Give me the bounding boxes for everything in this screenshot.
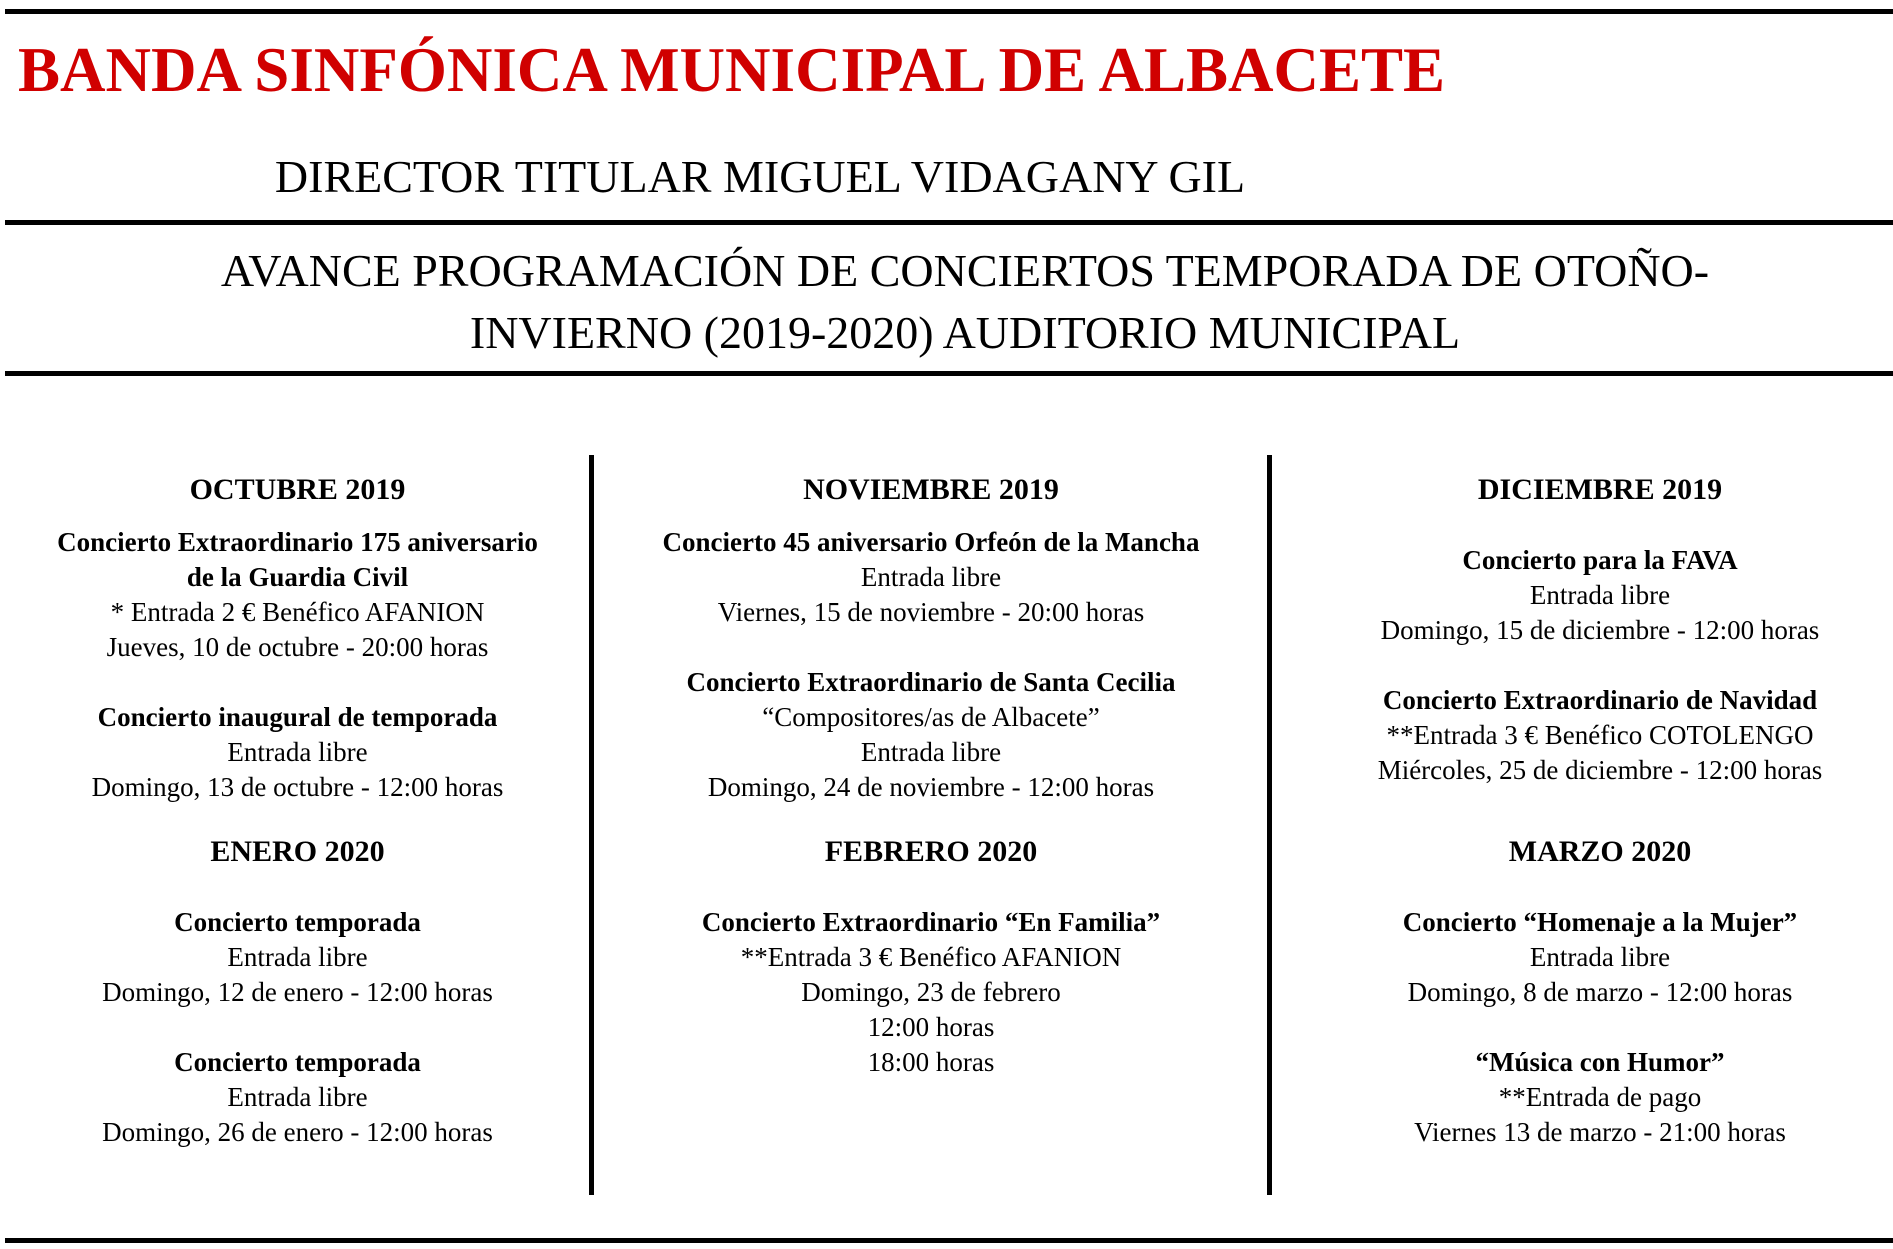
event-detail: “Compositores/as de Albacete” [762,702,1100,732]
event-title: Concierto Extraordinario de Navidad [1382,685,1818,715]
event-detail: Jueves, 10 de octubre - 20:00 horas [106,632,489,662]
event-detail: Entrada libre [227,942,368,972]
header-divider [5,220,1893,225]
event-detail: Entrada libre [1529,942,1671,972]
event-detail: Domingo, 26 de enero - 12:00 horas [102,1117,493,1147]
event-detail: Domingo, 15 de diciembre - 12:00 horas [1380,615,1820,645]
month-block-noviembre [595,472,1267,805]
event-detail: **Entrada de pago [1498,1082,1702,1112]
event-detail: Domingo, 23 de febrero [801,977,1061,1007]
event-item [1272,683,1893,788]
month-block-octubre [0,472,595,805]
month-block-febrero [595,834,1267,1080]
event-detail: Viernes, 15 de noviembre - 20:00 horas [717,597,1145,627]
event-title: Concierto para la FAVA [1462,545,1738,575]
month-heading: NOVIEMBRE 2019 [803,473,1059,506]
season-title-line-2: INVIERNO (2019-2020) AUDITORIO MUNICIPAL [469,307,1461,358]
event-detail: Entrada libre [860,562,1002,592]
event-detail: **Entrada 3 € Benéfico AFANION [740,942,1122,972]
event-item [0,525,595,665]
event-detail: * Entrada 2 € Benéfico AFANION [110,597,485,627]
event-title: Concierto Extraordinario de Santa Cecilia [686,667,1176,697]
section-divider [5,371,1893,376]
event-title: Concierto Extraordinario 175 aniversario [57,527,538,557]
month-block-marzo [1272,834,1893,1150]
event-title: Concierto inaugural de temporada [97,702,498,732]
director-line: DIRECTOR TITULAR MIGUEL VIDAGANY GIL [274,151,1246,202]
event-detail: Entrada libre [1529,580,1671,610]
event-title: Concierto temporada [174,907,421,937]
month-heading: MARZO 2020 [1508,835,1692,868]
month-block-enero [0,834,595,1150]
month-heading: FEBRERO 2020 [824,835,1038,868]
organization-title: BANDA SINFÓNICA MUNICIPAL DE ALBACETE [18,35,1446,105]
event-detail: Entrada libre [227,1082,368,1112]
season-title-line-1: AVANCE PROGRAMACIÓN DE CONCIERTOS TEMPORADA DE OTOÑO- [220,245,1710,296]
top-rule [5,9,1893,14]
event-item [595,665,1267,805]
event-detail: Domingo, 12 de enero - 12:00 horas [102,977,493,1007]
event-item [0,700,595,805]
event-item [1272,1045,1893,1150]
event-item [1272,543,1893,648]
event-item [0,905,595,1010]
event-title: Concierto temporada [174,1047,421,1077]
event-item [0,1045,595,1150]
event-detail: Domingo, 24 de noviembre - 12:00 horas [707,772,1155,802]
month-heading: ENERO 2020 [210,835,385,868]
event-title: Concierto “Homenaje a la Mujer” [1402,907,1798,937]
event-title: “Música con Humor” [1475,1047,1725,1077]
event-detail: Domingo, 13 de octubre - 12:00 horas [91,772,504,802]
event-detail: Miércoles, 25 de diciembre - 12:00 horas [1377,755,1823,785]
event-detail: Viernes 13 de marzo - 21:00 horas [1414,1117,1786,1147]
event-detail: 12:00 horas [867,1012,995,1042]
event-title: Concierto 45 aniversario Orfeón de la Mancha [662,527,1200,557]
event-detail: Entrada libre [227,737,368,767]
event-detail: Domingo, 8 de marzo - 12:00 horas [1407,977,1793,1007]
month-heading: DICIEMBRE 2019 [1477,473,1723,506]
event-title: Concierto Extraordinario “En Familia” [701,907,1161,937]
bottom-rule [5,1238,1893,1243]
event-item [595,525,1267,630]
season-title [0,240,1893,364]
event-detail: Entrada libre [860,737,1002,767]
event-item [595,905,1267,1080]
event-item [1272,905,1893,1010]
month-heading: OCTUBRE 2019 [189,473,406,506]
month-block-diciembre [1272,472,1893,788]
event-detail: 18:00 horas [867,1047,995,1077]
event-title: de la Guardia Civil [186,562,409,592]
event-detail: **Entrada 3 € Benéfico COTOLENGO [1386,720,1814,750]
